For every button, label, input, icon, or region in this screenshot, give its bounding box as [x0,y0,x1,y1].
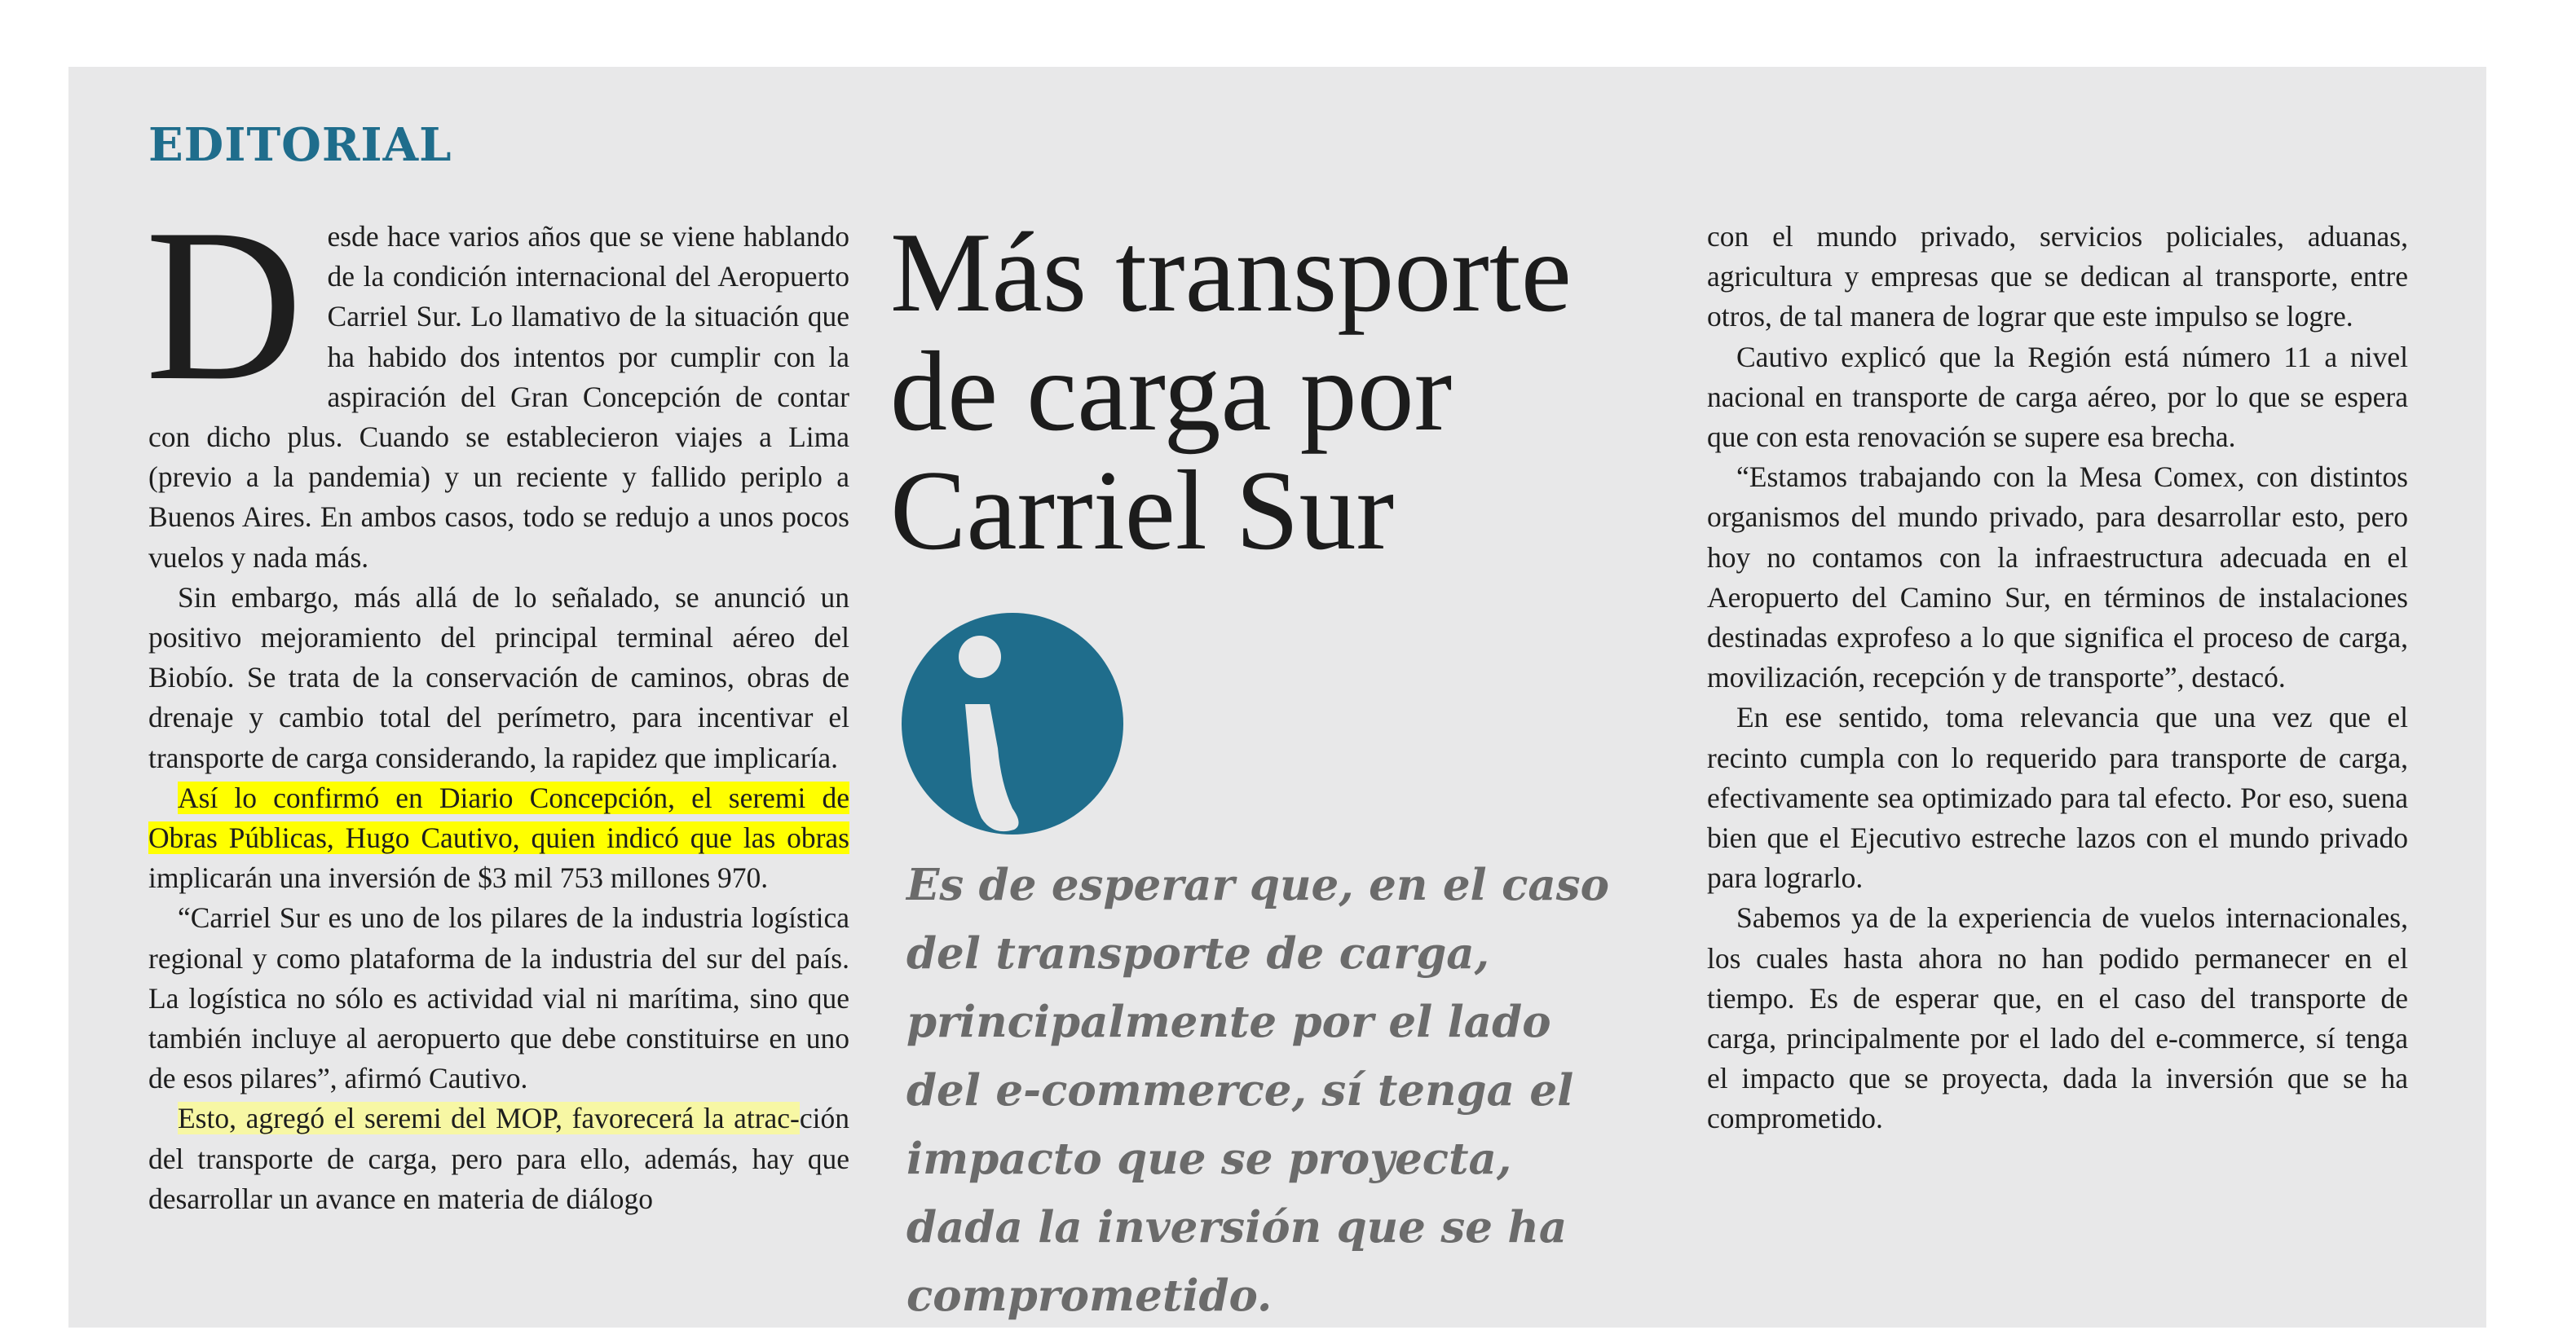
pull-quote: Es de esperar que, en el caso del transporte de carga, principalmente por el lado del e-commerce, sí tenga el impacto que se proyecta, dada la inversión que se ha comprometido. [906,860,1609,1321]
paragraph: “Carriel Sur es uno de los pilares de la industria logística regional y como plataforma de la industria del sur del país. La logística no sólo es actividad vial ni marítima, sino que también incluye al aeropuerto que debe constituirse en uno de esos pilares”, afirmó Cautivo. [148,901,849,1095]
section-label: EDITORIAL [148,118,452,172]
drop-cap: D [145,183,303,425]
headline: Más transporte de carga por Carriel Sur [890,209,1572,574]
paragraph: Sin embargo, más allá de lo señalado, se anunció un positivo mejoramiento del principal terminal aéreo del Biobío. Se trata de la conservación de caminos, obras de drenaje y cambio total del perímetro, para incentivar el transporte de carga considerando, la rapidez que implicaría. [148,580,849,774]
paragraph-text: ción del transporte de carga, pero para ello, además, hay que desarrollar un avance en materia de diálogo [148,1102,849,1215]
paragraph [148,1099,849,1219]
paragraph: Sabemos ya de la experiencia de vuelos internacionales, los cuales hasta ahora no han podido permanecer en el tiempo. Es de esperar que, en el caso del transporte de carga, principalmente por el lado del e-commerce, sí tenga el impacto que se proyecta, dada la inversión que se ha comprometido. [1707,901,2408,1135]
info-icon [902,611,1123,839]
highlighted-text: Esto, agregó el seremi del MOP, favorecerá la atrac- [178,1102,800,1135]
column-right [1707,217,2408,1139]
paragraph: con el mundo privado, servicios policiales, aduanas, agricultura y empresas que se dedican al transporte, entre otros, de tal manera de lograr que este impulso se logre. [1707,220,2408,333]
highlighted-text: Así lo confirmó en Diario Concepción, el seremi de Obras Públicas, Hugo Cautivo, quien indicó que las obras [148,781,849,855]
paragraph-text: implicarán una inversión de $3 mil 753 millones 970. [148,861,769,895]
paragraph [148,778,849,899]
paragraph: esde hace varios años que se viene hablando de la condición internacional del Aeropuerto Carriel Sur. Lo llamativo de la situación que ha habido dos intentos por cumplir con la aspiración del Gran Concepción de contar con dicho plus. Cuando se establecieron viajes a Lima (previo a la pandemia) y un reciente y fallido periplo a Buenos Aires. En ambos casos, todo se redujo a unos pocos vuelos y nada más. [148,220,849,574]
paragraph: En ese sentido, toma relevancia que una vez que el recinto cumpla con lo requerido para transporte de carga, efectivamente sea optimizado para tal efecto. Por eso, suena bien que el Ejecutivo estreche lazos con el mundo privado para lograrlo. [1707,701,2408,895]
paragraph: “Estamos trabajando con la Mesa Comex, con distintos organismos del mundo privado, para desarrollar esto, pero hoy no contamos con la infraestructura adecuada en el Aeropuerto del Camino Sur, en términos de instalaciones destinadas exprofeso a lo que significa el proceso de carga, movilización, recepción y de transporte”, destacó. [1707,460,2408,694]
column-left [145,183,849,1219]
paragraph: Cautivo explicó que la Región está número 11 a nivel nacional en transporte de carga aéreo, por lo que se espera que con esta renovación se supere esa brecha. [1707,340,2408,454]
